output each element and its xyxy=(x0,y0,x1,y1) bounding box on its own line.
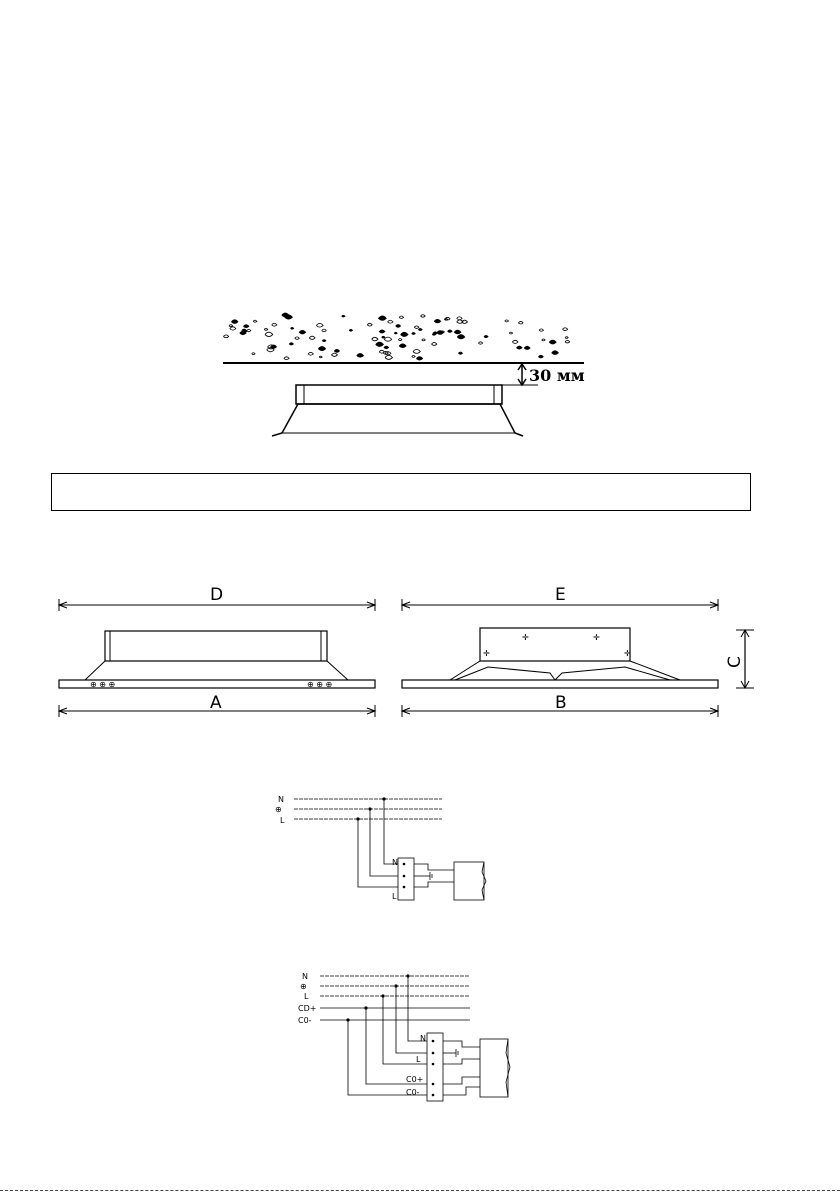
concrete-speckle xyxy=(399,344,406,348)
concrete-speckle xyxy=(284,357,289,360)
concrete-speckle xyxy=(384,346,389,349)
concrete-speckle xyxy=(291,327,294,329)
heater-unit-box xyxy=(454,862,484,900)
concrete-speckle xyxy=(505,320,509,322)
side-view-long xyxy=(59,585,375,717)
gap-label: 30 мм xyxy=(529,366,585,385)
concrete-speckle xyxy=(416,357,422,360)
concrete-speckle xyxy=(331,353,337,356)
concrete-speckle xyxy=(349,329,352,331)
terminal-label-c0-minus: C0- xyxy=(406,1088,420,1097)
concrete-speckle xyxy=(421,315,426,318)
concrete-speckle xyxy=(412,355,415,357)
line-label-c0-minus: C0- xyxy=(298,1016,312,1025)
concrete-speckle xyxy=(413,349,420,353)
concrete-speckle xyxy=(394,332,397,334)
concrete-speckle xyxy=(295,337,300,340)
concrete-speckle xyxy=(299,330,305,334)
concrete-speckle xyxy=(434,319,440,323)
concrete-speckle xyxy=(322,329,327,332)
concrete-speckle xyxy=(414,326,419,329)
concrete-speckle xyxy=(512,340,518,343)
concrete-speckle xyxy=(282,313,289,317)
concrete-speckle xyxy=(272,323,277,326)
concrete-speckle xyxy=(322,340,326,342)
concrete-speckle xyxy=(549,340,556,344)
concrete-speckle xyxy=(539,329,543,331)
concrete-speckle xyxy=(552,351,559,355)
concrete-speckle xyxy=(509,332,512,334)
concrete-speckle xyxy=(388,320,393,323)
concrete-speckle xyxy=(412,332,416,334)
concrete-speckle xyxy=(562,328,567,331)
concrete-speckle xyxy=(229,325,233,327)
concrete-speckle xyxy=(401,332,408,336)
concrete-speckle xyxy=(318,347,325,351)
concrete-speckle xyxy=(376,342,384,346)
concrete-speckle xyxy=(524,346,530,349)
terminal-label-n: N xyxy=(420,1034,426,1043)
line-label-ground: ⊕ xyxy=(300,982,307,991)
concrete-speckle xyxy=(454,330,461,334)
concrete-speckle xyxy=(230,327,236,330)
concrete-speckle xyxy=(342,315,345,317)
concrete-speckle xyxy=(538,355,543,358)
line-label-cd-plus: CD+ xyxy=(298,1004,317,1013)
line-label-l: L xyxy=(304,992,309,1001)
concrete-speckle xyxy=(382,336,385,338)
concrete-speckle xyxy=(422,339,426,341)
concrete-speckle xyxy=(379,330,385,333)
wiring-diagram-basic xyxy=(270,790,540,940)
note-box xyxy=(51,473,751,511)
wiring-diagram-control xyxy=(290,967,530,1117)
dimension-d-label: D xyxy=(210,585,224,605)
dimension-e-label: E xyxy=(555,585,566,605)
concrete-speckle xyxy=(223,335,228,338)
concrete-speckle xyxy=(431,342,436,345)
line-label-l: L xyxy=(280,816,285,825)
concrete-speckle xyxy=(516,346,522,349)
svg-text:✛: ✛ xyxy=(483,649,490,658)
terminal-block xyxy=(398,858,414,900)
concrete-speckle xyxy=(432,333,435,335)
dimensions-figure xyxy=(50,580,760,730)
concrete-speckle xyxy=(372,337,378,340)
svg-text:✛: ✛ xyxy=(593,633,600,642)
line-label-n: N xyxy=(302,972,308,981)
concrete-speckle xyxy=(289,343,293,345)
terminal-label-n: N xyxy=(392,858,398,867)
dimension-c-label: C xyxy=(725,656,745,668)
concrete-speckle xyxy=(264,328,268,330)
concrete-speckle xyxy=(367,323,372,326)
concrete-speckle xyxy=(398,339,402,341)
heater-panel xyxy=(272,404,523,436)
ceiling-concrete xyxy=(223,313,569,360)
line-label-n: N xyxy=(278,795,284,804)
line-label-ground: ⊕ xyxy=(275,805,282,814)
svg-text:✛: ✛ xyxy=(624,649,631,658)
concrete-speckle xyxy=(252,353,255,355)
page-bottom-rule xyxy=(0,1190,840,1191)
concrete-speckle xyxy=(253,320,257,322)
concrete-speckle xyxy=(334,349,339,352)
concrete-speckle xyxy=(378,316,386,320)
concrete-speckle xyxy=(396,325,401,328)
concrete-speckle xyxy=(243,325,248,328)
concrete-speckle xyxy=(542,339,545,341)
dimension-b-label: B xyxy=(555,693,567,713)
concrete-speckle xyxy=(457,317,462,320)
concrete-speckle xyxy=(399,316,403,318)
concrete-speckle xyxy=(457,335,465,339)
svg-text:⊕ ⊕ ⊕: ⊕ ⊕ ⊕ xyxy=(307,680,333,689)
concrete-speckle xyxy=(265,332,273,336)
terminal-block xyxy=(427,1033,443,1101)
concrete-speckle xyxy=(319,356,322,358)
concrete-speckle xyxy=(309,336,315,339)
concrete-speckle xyxy=(518,321,523,324)
terminal-label-l: L xyxy=(416,1055,421,1064)
concrete-speckle xyxy=(308,352,313,355)
concrete-speckle xyxy=(357,354,364,358)
dimension-a-label: A xyxy=(210,693,222,713)
concrete-speckle xyxy=(458,352,462,354)
concrete-speckle xyxy=(565,337,568,339)
terminal-label-c0-plus: C0+ xyxy=(406,1075,424,1084)
concrete-speckle xyxy=(478,342,482,344)
concrete-speckle xyxy=(384,337,392,341)
concrete-speckle xyxy=(316,323,323,327)
concrete-speckle xyxy=(448,330,452,332)
terminal-label-l: L xyxy=(392,892,397,901)
concrete-speckle xyxy=(385,355,392,359)
mounting-figure xyxy=(220,305,590,450)
concrete-speckle xyxy=(271,345,277,348)
concrete-speckle xyxy=(484,335,488,337)
heater-unit-box xyxy=(480,1039,508,1097)
svg-text:⊕ ⊕ ⊕: ⊕ ⊕ ⊕ xyxy=(90,680,116,689)
concrete-speckle xyxy=(231,320,238,324)
concrete-speckle xyxy=(565,340,570,343)
concrete-speckle xyxy=(242,329,247,332)
heater-housing xyxy=(296,385,502,404)
side-view-short xyxy=(402,585,754,717)
concrete-speckle xyxy=(418,328,422,330)
svg-text:✛: ✛ xyxy=(522,633,529,642)
